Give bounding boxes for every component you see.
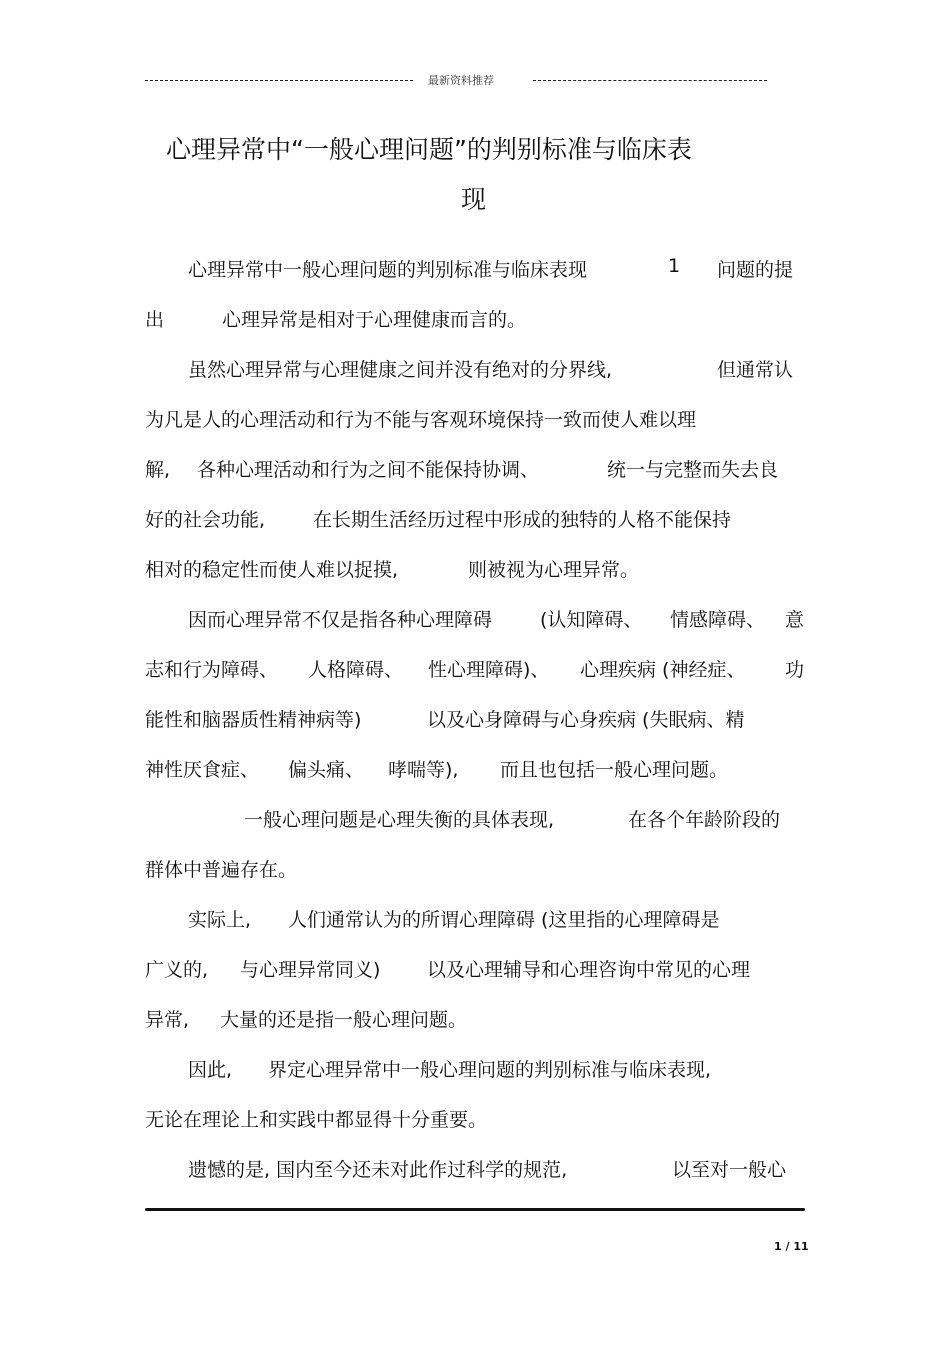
text-segment: 功 — [785, 659, 805, 681]
text-segment: 而且也包括一般心理问题。 — [500, 759, 729, 781]
text-segment: 遗憾的是, 国内至今还未对此作过科学的规范, — [188, 1159, 568, 1181]
text-segment: 人们通常认为的所谓心理障碍 (这里指的心理障碍是 — [288, 909, 720, 931]
text-segment: 能性和脑器质性精神病等) — [145, 709, 362, 731]
text-segment: 出 — [145, 309, 165, 331]
text-segment: 与心理异常同义) — [240, 959, 381, 981]
text-segment: 以及心理辅导和心理咨询中常见的心理 — [427, 959, 751, 981]
page-number: 1 / 11 — [774, 1240, 809, 1253]
body-line — [0, 355, 950, 383]
body-line — [0, 255, 950, 283]
text-segment: 性心理障碍)、 — [428, 659, 550, 681]
text-segment: 以至对一般心 — [672, 1159, 787, 1181]
text-segment: 偏头痛、 — [288, 759, 365, 781]
text-segment: 意 — [785, 609, 805, 631]
body-line — [0, 405, 950, 433]
text-segment: 因而心理异常不仅是指各种心理障碍 — [188, 609, 493, 631]
header-dash-right — [533, 80, 767, 81]
text-segment: 虽然心理异常与心理健康之间并没有绝对的分界线, — [188, 359, 613, 381]
body-line — [0, 1055, 950, 1083]
body-line — [0, 555, 950, 583]
text-segment: 因此, — [188, 1059, 233, 1081]
header-dash-left — [145, 80, 413, 81]
body-line — [0, 1105, 950, 1133]
text-segment: 解, — [145, 459, 171, 481]
body-line — [0, 1005, 950, 1033]
text-segment: 心理异常是相对于心理健康而言的。 — [222, 309, 527, 331]
body-line — [0, 955, 950, 983]
text-segment: 以及心身障碍与心身疾病 (失眠病、精 — [427, 709, 745, 731]
text-segment: 问题的提 — [717, 259, 794, 281]
header-text: 最新资料推荐 — [428, 74, 494, 87]
body-line — [0, 305, 950, 333]
text-segment: 好的社会功能, — [145, 509, 266, 531]
body-line — [0, 455, 950, 483]
text-segment: 相对的稳定性而使人难以捉摸, — [145, 559, 399, 581]
text-segment: 为凡是人的心理活动和行为不能与客观环境保持一致而使人难以理 — [145, 409, 697, 431]
text-segment: 广义的, — [145, 959, 209, 981]
body-line — [0, 605, 950, 633]
text-segment: 在各个年龄阶段的 — [628, 809, 781, 831]
text-segment: 一般心理问题是心理失衡的具体表现, — [244, 809, 555, 831]
body-line — [0, 705, 950, 733]
text-segment: 界定心理异常中一般心理问题的判别标准与临床表现, — [268, 1059, 712, 1081]
body-line — [0, 755, 950, 783]
body-line — [0, 905, 950, 933]
body-line — [0, 855, 950, 883]
body-line — [0, 655, 950, 683]
text-segment: 心理疾病 (神经症、 — [580, 659, 746, 681]
text-segment: 志和行为障碍、 — [145, 659, 279, 681]
text-segment: 人格障碍、 — [308, 659, 404, 681]
text-segment: 情感障碍、 — [670, 609, 766, 631]
text-segment: 各种心理活动和行为之间不能保持协调、 — [197, 459, 540, 481]
text-segment: 群体中普遍存在。 — [145, 859, 298, 881]
text-segment: 统一与完整而失去良 — [607, 459, 779, 481]
text-segment: 异常, — [145, 1009, 190, 1031]
text-segment: 哮喘等), — [388, 759, 459, 781]
page-header — [145, 72, 767, 90]
text-segment: 实际上, — [188, 909, 252, 931]
document-title-line-2: 现 — [461, 185, 487, 214]
text-segment: 则被视为心理异常。 — [468, 559, 640, 581]
footer-rule — [145, 1208, 805, 1211]
text-segment: 在长期生活经历过程中形成的独特的人格不能保持 — [313, 509, 732, 531]
text-segment: (认知障碍、 — [540, 609, 643, 631]
text-segment: 心理异常中一般心理问题的判别标准与临床表现 — [188, 259, 588, 281]
text-segment: 但通常认 — [717, 359, 794, 381]
text-segment: 1 — [668, 255, 681, 277]
text-segment: 大量的还是指一般心理问题。 — [220, 1009, 468, 1031]
body-line — [0, 805, 950, 833]
document-title-line-1: 心理异常中“一般心理问题”的判别标准与临床表 — [166, 135, 692, 164]
body-line — [0, 505, 950, 533]
text-segment: 无论在理论上和实践中都显得十分重要。 — [145, 1109, 488, 1131]
text-segment: 神性厌食症、 — [145, 759, 260, 781]
body-line — [0, 1155, 950, 1183]
